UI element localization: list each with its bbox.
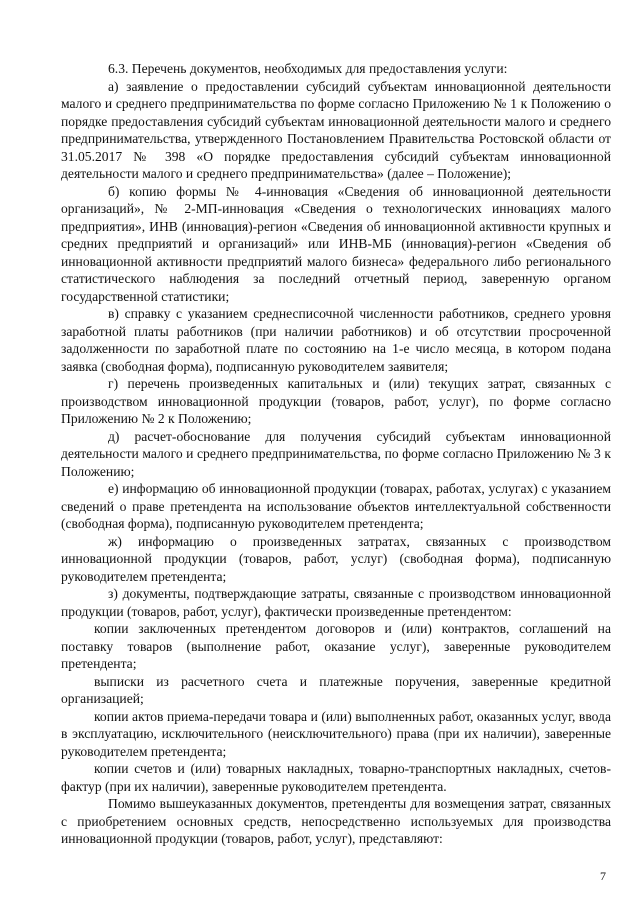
item-d: д) расчет-обоснование для получения субсидий субъектам инновационной деятельности малого и среднего предпринимательства, по форме согласно Приложению № 3 к Положению; (61, 428, 611, 479)
section-heading: 6.3. Перечень документов, необходимых для предоставления услуги: (108, 61, 508, 76)
item-g: г) перечень произведенных капитальных и (или) текущих затрат, связанных с производством инновационной продукции (товаров, работ, услуг), по форме согласно Приложению № 2 к Положению; (61, 376, 611, 426)
item-a: а) заявление о предоставлении субсидий субъектам инновационной деятельности малого и среднего предпринимательства по форме согласно Приложению № 1 к Положению о порядке предоставления субсидий субъектам инновационной деятельности малого и среднего предпринимательства, утвержденного Постановлением Правительства Ростовской области от 31.05.2017 № 398 «О порядке предоставления субсидий субъектам инновационной деятельности малого и среднего предпринимательства» (далее – Положение); (61, 78, 611, 181)
subitem-invoices: копии счетов и (или) товарных накладных, товарно-транспортных накладных, счетов-фактур (при их наличии), заверенные руководителем претендента. (61, 761, 611, 794)
item-b: б) копию формы № 4-инновация «Сведения об инновационной деятельности организаций», № 2-МП-инновация «Сведения о технологических инновациях малого предприятия», ИНВ (инновация)-регион «Сведения об инновационной активности крупных и средних предприятий и организаций» или ИНВ-МБ (инновация)-регион «Сведения об инновационной активности предприятий малого бизнеса» федерального либо регионального статистического наблюдения за последний отчетный период, заверенную органом государственной статистики; (61, 183, 611, 304)
subitem-acts: копии актов приема-передачи товара и (или) выполненных работ, оказанных услуг, ввода в эксплуатацию, исключительного (неисключительного) права (при их наличии), заверенные руководителем претендента; (61, 708, 611, 759)
item-z: з) документы, подтверждающие затраты, связанные с производством инновационной продукции (товаров, работ, услуг), фактически произведенные претендентом: (61, 586, 611, 619)
page-number: 7 (600, 869, 606, 883)
subitem-statements: выписки из расчетного счета и платежные поручения, заверенные кредитной организацией; (61, 673, 611, 706)
document-body (61, 60, 611, 848)
item-v: в) справку с указанием среднесписочной численности работников, среднего уровня заработной платы работников (при наличии работников) и об отсутствии просроченной задолженности по заработной плате по состоянию на 1-е число месяца, в котором подана заявка (свободная форма), подписанную руководителем заявителя; (61, 306, 611, 374)
item-zh: ж) информацию о произведенных затратах, связанных с производством инновационной продукции (товаров, работ, услуг) (свободная форма), подписанную руководителем претендента; (61, 533, 611, 584)
item-e: е) информацию об инновационной продукции (товарах, работах, услугах) с указанием сведений о праве претендента на использование объектов интеллектуальной собственности (свободная форма), подписанную руководителем претендента; (61, 481, 611, 531)
closing-paragraph: Помимо вышеуказанных документов, претенденты для возмещения затрат, связанных с приобретением основных средств, непосредственно используемых для производства инновационной продукции (товаров, работ, услуг), представляют: (61, 796, 611, 846)
subitem-contracts: копии заключенных претендентом договоров и (или) контрактов, соглашений на поставку товаров (выполнение работ, оказание услуг), заверенные руководителем претендента; (61, 621, 611, 671)
